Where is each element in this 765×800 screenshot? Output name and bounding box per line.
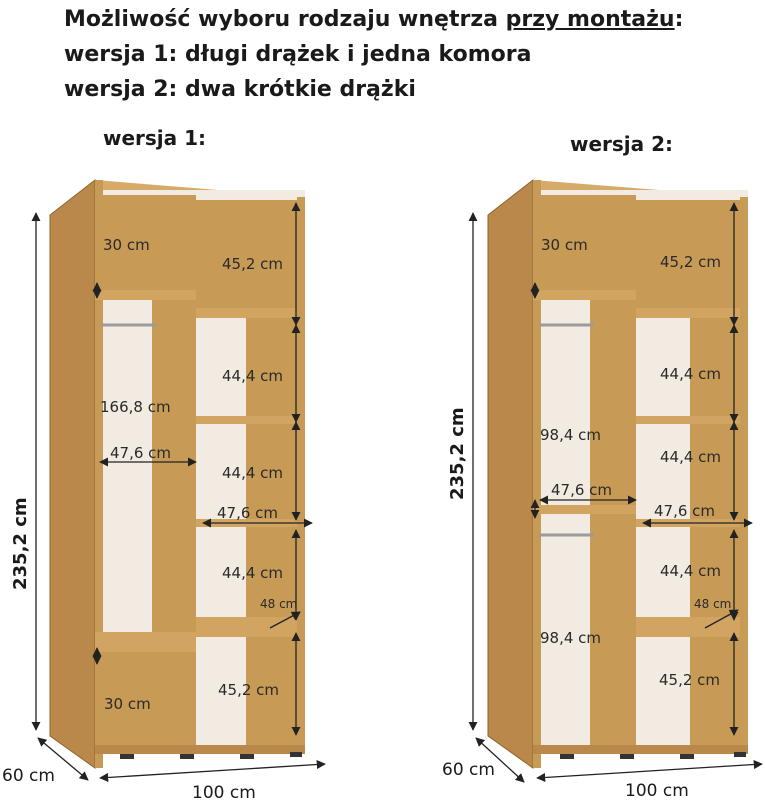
w1-shelf-left-bottom — [95, 632, 196, 652]
w1-left-width-label: 47,6 cm — [110, 444, 172, 462]
w2-plinth — [533, 745, 748, 754]
w1-right-3-label: 44,4 cm — [222, 464, 284, 482]
w1-foot — [290, 752, 302, 757]
wardrobe-version2 — [442, 180, 762, 800]
w1-right-4-label: 44,4 cm — [222, 564, 284, 582]
w2-side-panel — [488, 180, 533, 768]
w2-foot — [680, 754, 694, 759]
w2-right-5-label: 45,2 cm — [659, 671, 721, 689]
wardrobe-version1 — [2, 180, 325, 800]
w2-foot — [734, 752, 746, 757]
w1-right-5-label: 45,2 cm — [218, 681, 280, 699]
w2-foot — [620, 754, 634, 759]
w2-foot — [560, 754, 574, 759]
w2-right-1-label: 45,2 cm — [660, 253, 722, 271]
w1-left-middle-label: 166,8 cm — [100, 398, 171, 416]
w1-right-width-label: 47,6 cm — [217, 504, 279, 522]
w2-right-width-label: 47,6 cm — [654, 502, 716, 520]
w2-left-lower-label: 98,4 cm — [540, 629, 602, 647]
heading-line-3: wersja 2: dwa krótkie drążki — [64, 77, 416, 102]
w2-right-4-label: 44,4 cm — [660, 562, 722, 580]
w1-foot — [240, 754, 254, 759]
w2-right-depth-label: 48 cm — [694, 597, 732, 611]
w2-right-shelf-2 — [636, 416, 740, 424]
w2-height-label: 235,2 cm — [447, 407, 468, 500]
w1-plinth — [95, 745, 305, 754]
w1-left-bottom-label: 30 cm — [104, 695, 151, 713]
w1-foot — [120, 754, 134, 759]
w1-right-depth-label: 48 cm — [260, 597, 298, 611]
w1-right-compartment-1 — [196, 200, 297, 308]
w1-right-2-label: 44,4 cm — [222, 367, 284, 385]
w1-side-panel — [50, 180, 95, 768]
w1-width-label: 100 cm — [192, 783, 256, 800]
w1-right-1-label: 45,2 cm — [222, 255, 284, 273]
w1-right-shelf-1 — [196, 308, 297, 318]
w2-width-line — [537, 764, 762, 778]
w2-divider — [590, 195, 636, 745]
w1-right-wall — [297, 197, 305, 752]
w1-left-top-label: 30 cm — [103, 236, 150, 254]
w1-shelf-left-top — [95, 290, 196, 300]
w2-depth-label: 60 cm — [442, 760, 495, 780]
w2-width-label: 100 cm — [625, 781, 689, 800]
w2-right-wall — [740, 197, 748, 752]
heading-line-2: wersja 1: długi drążek i jedna komora — [64, 42, 532, 67]
w2-left-top-label: 30 cm — [541, 236, 588, 254]
version1-label: wersja 1: — [103, 126, 207, 150]
heading-underlined: przy montażu — [505, 7, 675, 32]
w2-shelf-left-top — [533, 290, 636, 300]
w2-right-shelf-1 — [636, 308, 740, 318]
w1-right-shelf-2 — [196, 416, 297, 424]
w2-right-2-label: 44,4 cm — [660, 365, 722, 383]
heading-colon: : — [674, 7, 684, 32]
w2-left-width-label: 47,6 cm — [551, 481, 613, 499]
w1-height-label: 235,2 cm — [10, 497, 31, 590]
w2-left-middle-label: 98,4 cm — [540, 426, 602, 444]
w1-foot — [180, 754, 194, 759]
w2-shelf-left-middle — [533, 505, 636, 514]
heading-line-1-text: Możliwość wyboru rodzaju wnętrza — [64, 7, 506, 32]
version2-label: wersja 2: — [570, 132, 674, 156]
w1-right-shelf-4 — [196, 617, 297, 637]
w1-width-line — [100, 764, 325, 778]
w2-right-shelf-4 — [636, 617, 740, 637]
w1-depth-label: 60 cm — [2, 766, 55, 786]
w2-right-3-label: 44,4 cm — [660, 448, 722, 466]
w2-right-compartment-5 — [690, 637, 740, 745]
